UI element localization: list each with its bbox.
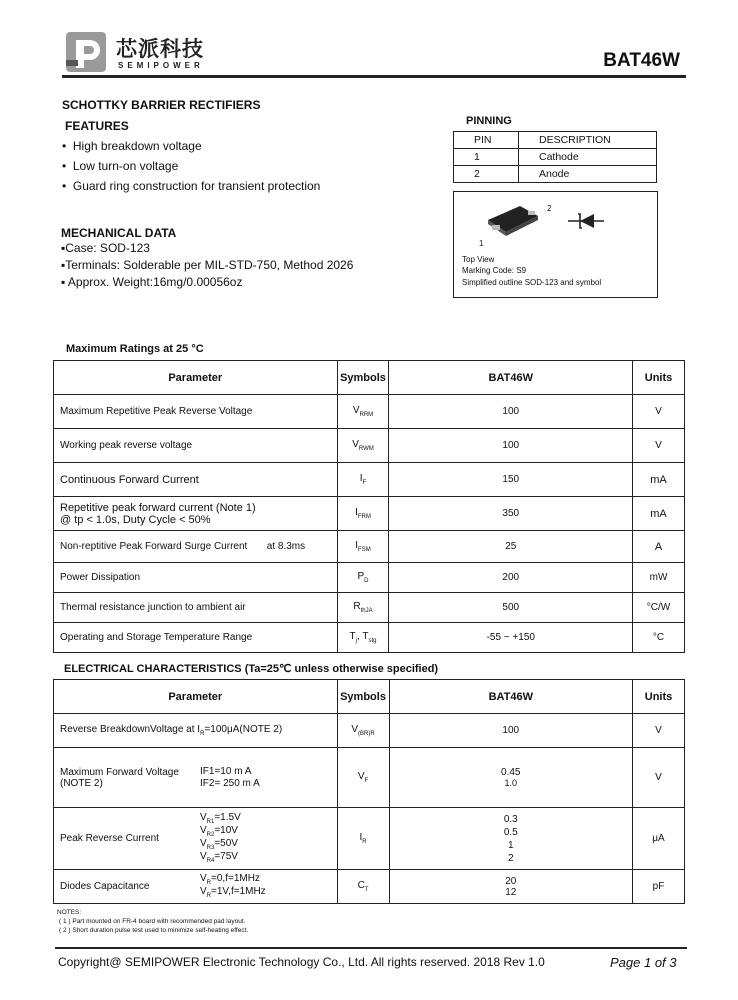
pin1-label: 1 (479, 239, 484, 248)
sod123-package-icon (480, 200, 550, 242)
feature-item: • High breakdown voltage (62, 139, 202, 153)
page-number: Page 1 of 3 (610, 955, 677, 970)
notes-heading: NOTES: (57, 909, 82, 916)
table-row: Power Dissipation $P_D$ 200 mW (54, 563, 685, 593)
pin-number: 1 (454, 149, 519, 166)
col-header-symbols: Symbols (337, 680, 389, 714)
table-row: Non-reptitive Peak Forward Surge Current at 8.3ms $I_{FSM}$ 25 A (54, 531, 685, 563)
pinning-table (453, 131, 657, 183)
table-row: Maximum Forward Voltage (NOTE 2) IF1=10 m A IF2= 250 m A $V_F$ 0.45 1.0 V (54, 748, 685, 808)
pin-description: Cathode (519, 149, 657, 166)
header-divider (62, 75, 686, 78)
col-header-value: BAT46W (389, 361, 633, 395)
table-row: Maximum Repetitive Peak Reverse Voltage $V_{RRM}$ 100 V (54, 395, 685, 429)
table-row: Peak Reverse Current $V_{R1}=1.5V$ $V_{R2}=10V$ $V_{R3}=50V$ $V_{R4}=75V$ $I_R$ 0.3 0.5 1 2 μA (54, 808, 685, 870)
product-type-heading: SCHOTTKY BARRIER RECTIFIERS (62, 98, 261, 112)
table-row: Reverse BreakdownVoltage at $I_R=100\mu A(NOTE$ 2) $V_{(BR)R}$ 100 V (54, 714, 685, 748)
col-header-parameter: Parameter (54, 680, 338, 714)
note-item: ( 2 ) Short duration pulse test used to minimize self-heating effect. (59, 927, 249, 934)
col-header-units: Units (633, 680, 685, 714)
col-header-units: Units (633, 361, 685, 395)
mechanical-data-heading: MECHANICAL DATA (61, 226, 177, 240)
mech-item: ▪ Approx. Weight:16mg/0.00056oz (61, 275, 243, 289)
top-view-label: Top View (462, 255, 495, 264)
table-row: Thermal resistance junction to ambient air $R_{thJA}$ 500 °C/W (54, 593, 685, 623)
table-row: Operating and Storage Temperature Range $T_j$, $T_{stg}$ -55 ~ +150 °C (54, 623, 685, 653)
copyright-text: Copyright@ SEMIPOWER Electronic Technology Co., Ltd. All rights reserved. 2018 Rev 1.0 (58, 955, 545, 969)
logo-chinese-name: 芯派科技 (116, 37, 204, 61)
logo-english-name: SEMIPOWER (118, 61, 204, 70)
table-row: Diodes Capacitance $V_R=0,f=1MHz$ $V_R=1V,f=1MHz$ $C_T$ 20 12 pF (54, 870, 685, 904)
feature-item: • Low turn-on voltage (62, 159, 179, 173)
description-header: DESCRIPTION (519, 132, 657, 149)
mech-item: ▪Case: SOD-123 (61, 241, 150, 255)
col-header-symbols: Symbols (337, 361, 389, 395)
feature-item: • Guard ring construction for transient protection (62, 179, 321, 193)
electrical-heading: ELECTRICAL CHARACTERISTICS (Ta=25℃ unless otherwise specified) (64, 663, 439, 675)
pin2-label: 2 (547, 204, 552, 213)
mech-item: ▪Terminals: Solderable per MIL-STD-750, Method 2026 (61, 258, 354, 272)
diode-symbol-icon (568, 212, 604, 230)
col-header-parameter: Parameter (54, 361, 338, 395)
table-row: Working peak reverse voltage $V_{RWM}$ 100 V (54, 429, 685, 463)
pin-number: 2 (454, 166, 519, 183)
table-row: Repetitive peak forward current (Note 1) @ tp < 1.0s, Duty Cycle < 50% $I_{FRM}$ 350 mA (54, 497, 685, 531)
pin-description: Anode (519, 166, 657, 183)
package-caption: Simplified outline SOD-123 and symbol (462, 278, 602, 287)
pinning-heading: PINNING (466, 115, 512, 127)
table-row: Continuous Forward Current $I_F$ 150 mA (54, 463, 685, 497)
col-header-value: BAT46W (389, 680, 633, 714)
pin-header: PIN (454, 132, 519, 149)
company-logo-icon (66, 30, 110, 74)
features-heading: FEATURES (65, 119, 129, 133)
package-outline-box (453, 191, 658, 298)
max-ratings-table (53, 360, 685, 653)
marking-code: Marking Code: S9 (462, 266, 527, 275)
part-number-title: BAT46W (603, 50, 680, 71)
max-ratings-heading: Maximum Ratings at 25 °C (66, 343, 204, 355)
note-item: ( 1 ) Part mounted on FR-4 board with recommended pad layout. (59, 918, 246, 925)
footer-divider (55, 947, 687, 949)
electrical-table (53, 679, 685, 904)
